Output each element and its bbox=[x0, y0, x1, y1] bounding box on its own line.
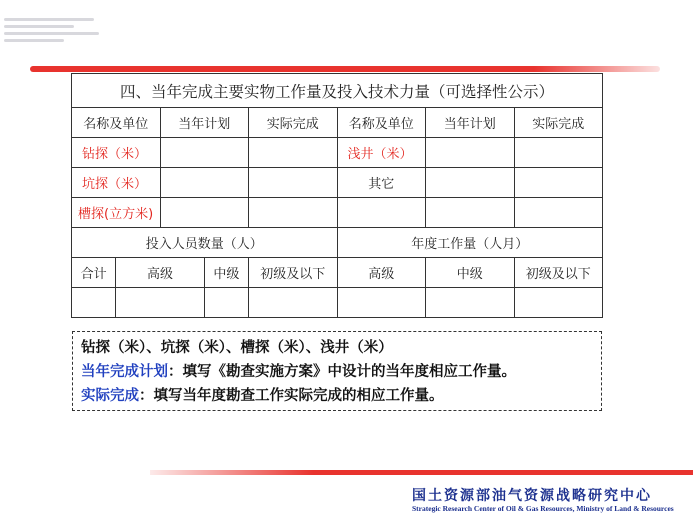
subheader-cell: 初级及以下 bbox=[249, 258, 338, 288]
table-row bbox=[72, 138, 603, 168]
empty-cell bbox=[160, 138, 249, 168]
row-label bbox=[337, 198, 426, 228]
table-title: 四、当年完成主要实物工作量及投入技术力量（可选择性公示） bbox=[72, 74, 603, 108]
notes-line-1: 钻探（米）、坑探（米）、槽探（米）、浅井（米） bbox=[81, 339, 393, 356]
empty-cell bbox=[514, 288, 603, 318]
header-cell: 实际完成 bbox=[249, 108, 338, 138]
header-cell: 当年计划 bbox=[160, 108, 249, 138]
row-label: 钻探（米） bbox=[72, 138, 161, 168]
empty-cell bbox=[514, 168, 603, 198]
empty-cell bbox=[426, 288, 515, 318]
notes-line-3 bbox=[81, 384, 593, 408]
subheader-cell: 合计 bbox=[72, 258, 116, 288]
empty-cell bbox=[72, 288, 116, 318]
personnel-header: 投入人员数量（人） bbox=[72, 228, 338, 258]
table-header-row bbox=[72, 108, 603, 138]
plan-text: ：填写《勘查实施方案》中设计的当年度相应工作量。 bbox=[168, 363, 516, 380]
header-cell: 当年计划 bbox=[426, 108, 515, 138]
table-row bbox=[72, 288, 603, 318]
subheader-cell: 高级 bbox=[116, 258, 205, 288]
organization-name-english: Strategic Research Center of Oil & Gas Resources, Ministry of Land & Resources bbox=[412, 504, 674, 513]
row-label: 其它 bbox=[337, 168, 426, 198]
subheader-cell: 高级 bbox=[337, 258, 426, 288]
notes-box bbox=[72, 331, 602, 411]
empty-cell bbox=[160, 168, 249, 198]
header-cell: 名称及单位 bbox=[72, 108, 161, 138]
empty-cell bbox=[514, 138, 603, 168]
empty-cell bbox=[160, 198, 249, 228]
row-label: 坑探（米） bbox=[72, 168, 161, 198]
subheader-cell: 中级 bbox=[426, 258, 515, 288]
header-cell: 名称及单位 bbox=[337, 108, 426, 138]
table-row bbox=[72, 198, 603, 228]
empty-cell bbox=[426, 138, 515, 168]
workload-table bbox=[71, 73, 603, 318]
organization-name: 国土资源部油气资源战略研究中心 bbox=[412, 488, 652, 504]
workload-header: 年度工作量（人月） bbox=[337, 228, 603, 258]
empty-cell bbox=[249, 138, 338, 168]
actual-text: ：填写当年度勘查工作实际完成的相应工作量。 bbox=[139, 387, 444, 404]
empty-cell bbox=[514, 198, 603, 228]
table-row bbox=[72, 168, 603, 198]
row-label: 槽探(立方米) bbox=[72, 198, 161, 228]
empty-cell bbox=[426, 168, 515, 198]
logo-image bbox=[4, 14, 104, 54]
actual-label: 实际完成 bbox=[81, 387, 139, 404]
subheader-cell: 初级及以下 bbox=[514, 258, 603, 288]
notes-line-2 bbox=[81, 360, 593, 384]
empty-cell bbox=[204, 288, 248, 318]
row-label: 浅井（米） bbox=[337, 138, 426, 168]
header-cell: 实际完成 bbox=[514, 108, 603, 138]
subheader-cell: 中级 bbox=[204, 258, 248, 288]
empty-cell bbox=[249, 288, 338, 318]
empty-cell bbox=[337, 288, 426, 318]
table-subheader-row bbox=[72, 258, 603, 288]
empty-cell bbox=[426, 198, 515, 228]
empty-cell bbox=[116, 288, 205, 318]
plan-label: 当年完成计划 bbox=[81, 363, 168, 380]
empty-cell bbox=[249, 168, 338, 198]
table-section-header-row bbox=[72, 228, 603, 258]
empty-cell bbox=[249, 198, 338, 228]
bottom-accent-bar bbox=[150, 470, 693, 475]
top-accent-bar bbox=[30, 66, 660, 72]
